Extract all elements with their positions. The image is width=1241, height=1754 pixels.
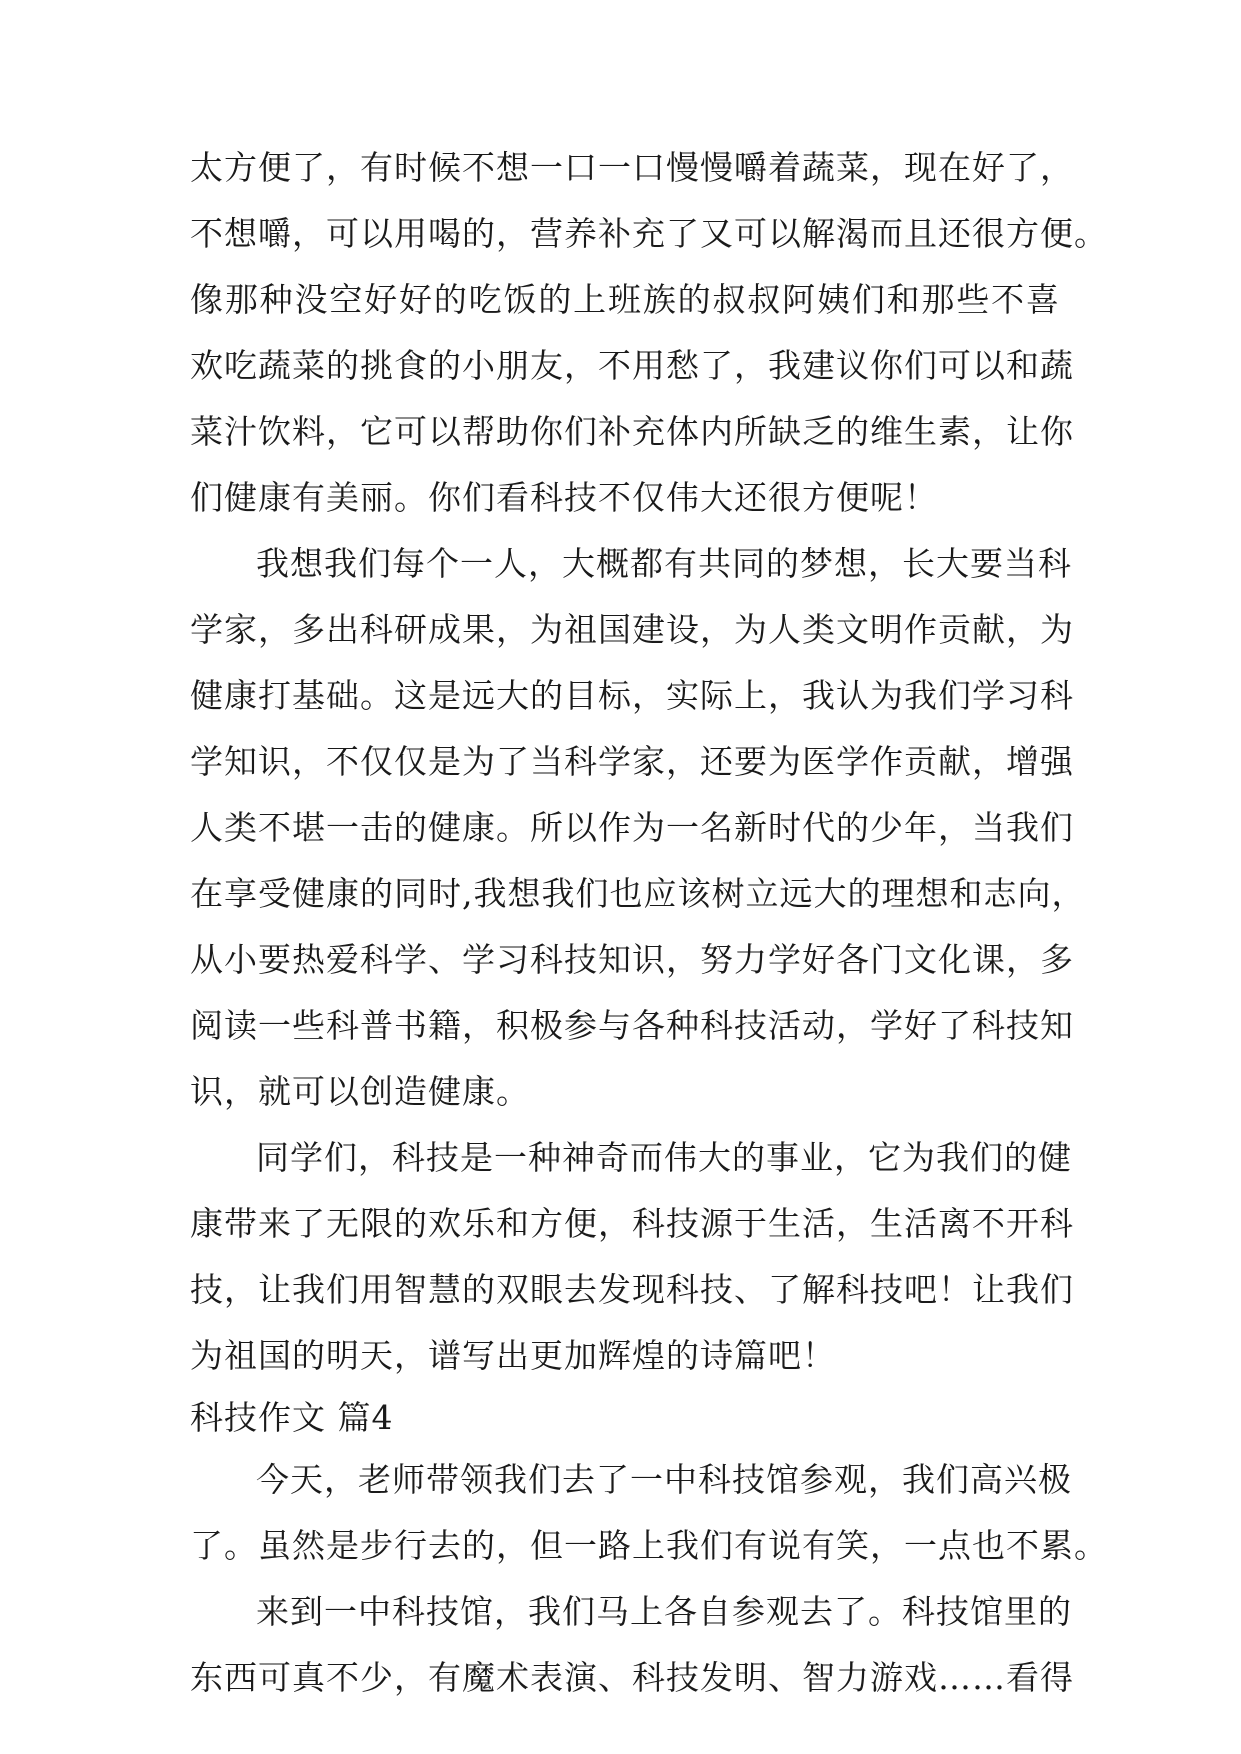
text-line: 识，就可以创造健康。	[190, 1072, 530, 1111]
text-line: 学知识，不仅仅是为了当科学家，还要为医学作贡献，增强	[190, 742, 1074, 781]
text-line: 康带来了无限的欢乐和方便，科技源于生活，生活离不开科	[190, 1204, 1074, 1243]
text-line: 太方便了，有时候不想一口一口慢慢嚼着蔬菜，现在好了，	[190, 148, 1074, 187]
text-line: 学家，多出科研成果，为祖国建设，为人类文明作贡献，为	[190, 610, 1074, 649]
text-line: 阅读一些科普书籍，积极参与各种科技活动，学好了科技知	[190, 1006, 1074, 1045]
text-line: 在享受健康的同时,我想我们也应该树立远大的理想和志向，	[190, 874, 1086, 913]
text-line: 人类不堪一击的健康。所以作为一名新时代的少年，当我们	[190, 808, 1074, 847]
text-line: 为祖国的明天，谱写出更加辉煌的诗篇吧！	[190, 1336, 836, 1375]
section-heading: 科技作文 篇4	[190, 1398, 394, 1437]
text-line: 技，让我们用智慧的双眼去发现科技、了解科技吧！让我们	[190, 1270, 1074, 1309]
paragraph-first-line: 来到一中科技馆，我们马上各自参观去了。科技馆里的	[256, 1592, 1072, 1631]
text-line: 了。虽然是步行去的，但一路上我们有说有笑，一点也不累。	[190, 1526, 1108, 1565]
paragraph-first-line: 今天，老师带领我们去了一中科技馆参观，我们高兴极	[256, 1460, 1072, 1499]
paragraph-first-line: 我想我们每个一人，大概都有共同的梦想，长大要当科	[256, 544, 1072, 583]
text-line: 从小要热爱科学、学习科技知识，努力学好各门文化课，多	[190, 940, 1074, 979]
text-line: 不想嚼，可以用喝的，营养补充了又可以解渴而且还很方便。	[190, 214, 1108, 253]
text-line: 东西可真不少，有魔术表演、科技发明、智力游戏……看得	[190, 1658, 1074, 1697]
text-line: 像那种没空好好的吃饭的上班族的叔叔阿姨们和那些不喜	[190, 280, 1060, 319]
text-line: 健康打基础。这是远大的目标，实际上，我认为我们学习科	[190, 676, 1074, 715]
text-line: 们健康有美丽。你们看科技不仅伟大还很方便呢！	[190, 478, 938, 517]
text-line: 欢吃蔬菜的挑食的小朋友，不用愁了，我建议你们可以和蔬	[190, 346, 1074, 385]
text-line: 菜汁饮料，它可以帮助你们补充体内所缺乏的维生素，让你	[190, 412, 1074, 451]
paragraph-first-line: 同学们，科技是一种神奇而伟大的事业，它为我们的健	[256, 1138, 1072, 1177]
